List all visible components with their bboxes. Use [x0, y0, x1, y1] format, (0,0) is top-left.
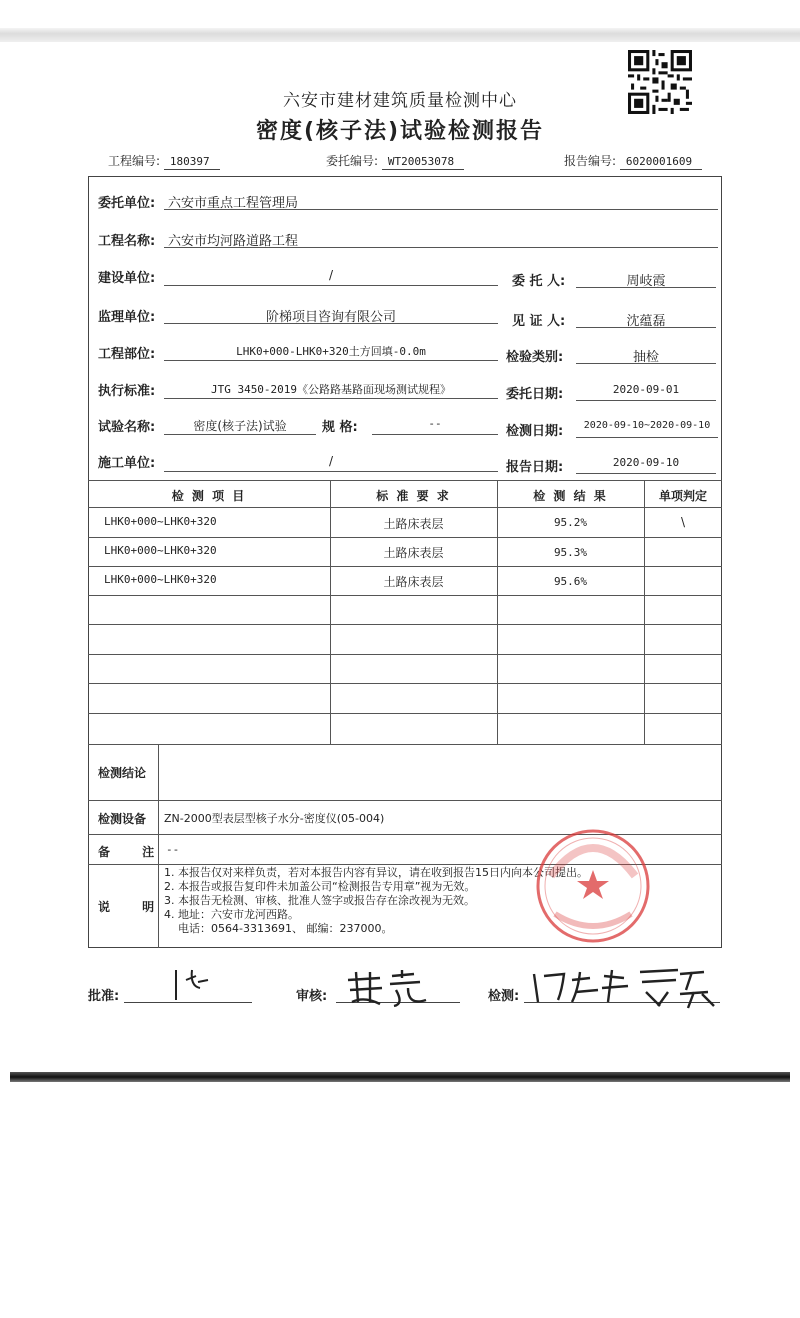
approver-signature-icon — [170, 966, 220, 1006]
report-date-label: 报告日期: — [506, 460, 564, 475]
note-2: 2. 本报告或报告复印件未加盖公司“检测报告专用章”视为无效。 — [164, 880, 476, 893]
table-row-1-item: LHK0+000~LHK0+320 — [104, 515, 217, 528]
category-field: 抽检 — [576, 344, 716, 364]
table-row-3-result: 95.6% — [553, 575, 588, 588]
supervisor-field: 阶梯项目咨询有限公司 — [164, 304, 498, 324]
project-field: 六安市均河路道路工程 — [164, 228, 718, 248]
report-date-field: 2020-09-10 — [576, 454, 716, 474]
standard-label: 执行标准: — [98, 384, 156, 399]
entrust-person-field: 周岐霞 — [576, 268, 716, 288]
table-row-2-req: 土路床表层 — [383, 546, 444, 560]
table-row-2-item: LHK0+000~LHK0+320 — [104, 544, 217, 557]
constructor-label: 施工单位: — [98, 456, 156, 471]
table-row-3-req: 土路床表层 — [383, 575, 444, 589]
category-label: 检验类别: — [506, 350, 564, 365]
note-4: 4. 地址：六安市龙河西路。 — [164, 908, 299, 921]
col-header-judgement: 单项判定 — [658, 489, 707, 503]
witness-field: 沈蕴磊 — [576, 308, 716, 328]
tester-signature-icon — [528, 966, 718, 1010]
client-field: 六安市重点工程管理局 — [164, 190, 718, 210]
equipment-value: ZN-2000型表层型核子水分-密度仪(05-004) — [164, 812, 385, 825]
approve-label: 批准: — [88, 989, 120, 1004]
note-1: 1. 本报告仅对来样负责，若对本报告内容有异议，请在收到报告15日内向本公司提出。 — [164, 866, 588, 879]
table-row-1-result: 95.2% — [553, 516, 588, 529]
reviewer-signature-icon — [344, 966, 434, 1010]
scan-edge-top — [0, 28, 800, 42]
review-label: 审核: — [296, 989, 328, 1004]
notes-label: 说 明 — [98, 900, 169, 914]
inspection-seal-icon — [533, 826, 653, 946]
test-date-field: 2020-09-10~2020-09-10 — [576, 418, 718, 438]
spec-label: 规 格: — [322, 420, 358, 435]
entrust-date-label: 委托日期: — [506, 387, 564, 402]
witness-label: 见 证 人: — [512, 314, 566, 329]
notes-list — [164, 866, 588, 936]
test-date-label: 检测日期: — [506, 424, 564, 439]
conclusion-label: 检测结论 — [98, 766, 147, 780]
test-name-label: 试验名称: — [98, 420, 156, 435]
project-label: 工程名称: — [98, 234, 156, 249]
entrust-person-label: 委 托 人: — [512, 274, 566, 289]
builder-field: / — [164, 266, 498, 286]
supervisor-label: 监理单位: — [98, 310, 156, 325]
remark-label: 备 注 — [98, 845, 169, 859]
spec-field: -- — [372, 415, 498, 435]
test-name-field: 密度(核子法)试验 — [164, 415, 316, 435]
report-title: 密度(核子法)试验检测报告 — [255, 119, 545, 144]
table-row-1-req: 土路床表层 — [383, 517, 444, 531]
remark-value: -- — [166, 843, 180, 856]
project-number: 工程编号: 180397 — [108, 152, 220, 170]
test-label: 检测: — [488, 989, 520, 1004]
entrust-date-field: 2020-09-01 — [576, 381, 716, 401]
standard-field: JTG 3450-2019《公路路基路面现场测试规程》 — [164, 379, 498, 399]
table-row-1-judge: \ — [680, 515, 686, 529]
commission-number: 委托编号: WT20053078 — [326, 152, 464, 170]
note-5: 电话：0564-3313691、 邮编：237000。 — [178, 922, 393, 935]
note-3: 3. 本报告无检测、审核、批准人签字或报告存在涂改视为无效。 — [164, 894, 475, 907]
table-row-2-result: 95.3% — [553, 546, 588, 559]
scan-edge-bottom — [10, 1072, 790, 1082]
table-row-3-item: LHK0+000~LHK0+320 — [104, 573, 217, 586]
col-header-requirement: 标 准 要 求 — [376, 489, 451, 503]
col-header-result: 检 测 结 果 — [533, 489, 608, 503]
constructor-field: / — [164, 452, 498, 472]
part-field: LHK0+000-LHK0+320土方回填-0.0m — [164, 341, 498, 361]
equipment-label: 检测设备 — [98, 812, 147, 826]
client-label: 委托单位: — [98, 196, 156, 211]
organization-name: 六安市建材建筑质量检测中心 — [283, 91, 517, 111]
report-number: 报告编号: 6020001609 — [564, 152, 702, 170]
builder-label: 建设单位: — [98, 271, 156, 286]
col-header-item: 检 测 项 目 — [171, 489, 247, 503]
part-label: 工程部位: — [98, 347, 156, 362]
